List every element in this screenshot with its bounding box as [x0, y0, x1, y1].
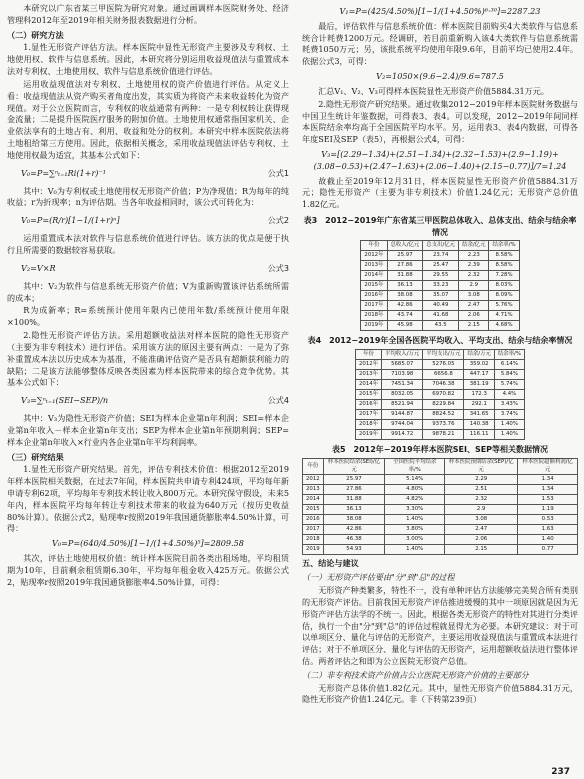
section-heading-method: （二）研究方法	[7, 29, 64, 40]
table-cell: 46.38	[323, 535, 385, 545]
table-header-cell: 年份	[303, 458, 324, 475]
paragraph-replacement-method: 运用重置成本法对软件与信息系统价值进行评估。该方法的优点是便于执行且所需要的数据较容易获取。	[7, 233, 289, 255]
table-cell: 36.13	[387, 281, 423, 291]
table-cell: 40.49	[423, 301, 459, 311]
table-header-cell: 总支出/亿元	[423, 241, 459, 251]
table-cell: 5.14%	[385, 475, 445, 485]
formula-1-tag: 公式1	[267, 167, 289, 178]
table-cell: 3.08	[459, 291, 489, 301]
table-cell: 8.03%	[489, 281, 519, 291]
formula-4: V₃=∑ⁿₜ₌₁(SEI−SEP)/n	[21, 395, 109, 406]
table-cell: 1.53	[518, 495, 578, 505]
formula-2-row	[7, 212, 289, 230]
formula-3: V₂=V×R	[21, 262, 56, 273]
table-row	[356, 430, 525, 440]
table-cell: 27.86	[323, 485, 385, 495]
table-cell: 2.06	[459, 311, 489, 321]
table-4-caption: 表4 2012−2019年全国各医院平均收入、平均支出、结余与结余率情况	[307, 336, 573, 346]
table-cell: 8229.84	[423, 400, 464, 410]
table-cell: 4.82%	[385, 495, 445, 505]
table-row	[356, 400, 525, 410]
table-cell: 7046.38	[423, 380, 464, 390]
table-cell: 381.19	[464, 380, 494, 390]
table-row	[303, 545, 578, 555]
table-row	[361, 321, 519, 331]
table-cell: 43.5	[423, 321, 459, 331]
table-cell: 1.40%	[494, 420, 524, 430]
table-header-cell: 平均收入/万元	[382, 350, 423, 360]
table-row	[361, 271, 519, 281]
table-row	[361, 281, 519, 291]
table-cell: 5.84%	[494, 370, 524, 380]
table-cell: 4.68%	[489, 321, 519, 331]
table-cell: 2019	[303, 545, 324, 555]
table-cell: 2.32	[459, 271, 489, 281]
table-cell: 29.55	[423, 271, 459, 281]
table-cell: 2.51	[445, 485, 518, 495]
table-cell: 2.9	[459, 281, 489, 291]
table-header-cell: 样本医院超额利润/亿元	[518, 458, 578, 475]
table-cell: 2018年	[356, 420, 382, 430]
table-cell: 2.23	[459, 251, 489, 261]
table-cell: 4.71%	[489, 311, 519, 321]
formula-2: V₀=P=(R/r)[1−1/(1+r)ⁿ]	[21, 215, 120, 226]
table-cell: 2016	[303, 515, 324, 525]
table-row	[356, 370, 525, 380]
table-cell: 2016年	[356, 400, 382, 410]
formula-3-tag: 公式3	[267, 262, 289, 273]
table-row	[356, 420, 525, 430]
table-cell: 2013	[303, 485, 324, 495]
table-cell: 292.1	[464, 400, 494, 410]
table-header-cell: 年份	[361, 241, 387, 251]
table-row	[303, 525, 578, 535]
formula-implicit-value: V₃=[(2.29−1.34)+(2.51−1.34)+(2.32−1.53)+(2.9−1.19)+(3.08−0.53)+(2.47−1.63)+(2.06−1.40)+(2.15−0.77)]/7=1.24	[313, 148, 567, 171]
table-header-cell: 结余率/%	[489, 241, 519, 251]
table-cell: 1.40%	[385, 545, 445, 555]
paragraph-implicit-results: 2.隐性无形资产研究结果。通过收集2012−2019年样本医院财务数据与中国卫生统计年鉴数据，可得表3、表4。可以发现，2012−2019年间同样本医院结余率均高于全国医院平均水平。另，运用表3、表4内数据，可得各年度SEI及SEP（表5），再根据公式4，可得：	[302, 98, 578, 145]
table-cell: 2017	[303, 525, 324, 535]
table-row	[303, 475, 578, 485]
table-row	[356, 380, 525, 390]
table-cell: 2015	[303, 505, 324, 515]
table-cell: 1.34	[518, 485, 578, 495]
paragraph-income-method: 运用收益现值法对专利权、土地使用权的资产价值进行评估。从定义上看：收益现值法从资产购买者角度出发，其实质为将资产未来收益转化为资产现值。对于公立医院而言，专利权的收益通常有两种：一是专利权转让获得现金流量；二是提升医院医疗服务的附加价值。土地使用权通常指国家机关、企业依法享有的土地占有、利用、收益和处分的权利。本研究中样本医院依法将土地租给第三方使用。因此，依据相关概念，采用收益现值法评估专利权、土地使用权最为适宜，其基本公式如下：	[7, 78, 289, 160]
right-column	[302, 3, 578, 707]
formula-land-value: V₁=P=(425/4.50%)[1−1/(1+4.50%)⁶·³⁰]=2287.23	[339, 6, 541, 16]
table-cell: 5.76%	[489, 301, 519, 311]
table-cell: 2.15	[445, 545, 518, 555]
table-cell: 6656.8	[423, 370, 464, 380]
page-number: 237	[551, 766, 570, 777]
table-header-cell: 总收入/亿元	[387, 241, 423, 251]
left-column	[7, 3, 289, 590]
table-cell: 1.34	[518, 475, 578, 485]
table-5-caption: 表5 2012年−2019年样本医院SEI、SEP等相关数据情况	[331, 445, 549, 455]
table-cell: 2.06	[445, 535, 518, 545]
table-cell: 8.09%	[489, 291, 519, 301]
table-cell: 41.68	[423, 311, 459, 321]
table-cell: 25.47	[423, 261, 459, 271]
table-header-row	[361, 241, 519, 251]
table-cell: 8824.52	[423, 410, 464, 420]
table-row	[356, 360, 525, 370]
table-4	[355, 349, 525, 440]
table-cell: 8032.05	[382, 390, 423, 400]
table-cell: 7451.34	[382, 380, 423, 390]
table-cell: 45.98	[387, 321, 423, 331]
table-cell: 9878.21	[423, 430, 464, 440]
table-cell: 9144.87	[382, 410, 423, 420]
table-cell: 2014年	[356, 380, 382, 390]
table-cell: 2.39	[459, 261, 489, 271]
table-cell: 2018年	[361, 311, 387, 321]
table-cell: 38.08	[323, 515, 385, 525]
table-cell: 3.30%	[385, 505, 445, 515]
paragraph-land-results: 其次，评估土地使用权价值：统计样本医院目前各类出租场地，平均租赁期为10年，目前剩余租赁期6.30年，平均每年租金收入425万元。依据公式2，贴现率r按照2019年我国通货膨胀率4.50%计算，可得：	[7, 553, 289, 587]
table-cell: 0.77	[518, 545, 578, 555]
table-cell: 1.40%	[385, 515, 445, 525]
table-cell: 25.97	[323, 475, 385, 485]
table-cell: 5.74%	[494, 380, 524, 390]
paragraph-formula-4-notes: 其中：V₃为隐性无形资产价值；SEI为样本企业第n年利润；SEI=样本企业第n年收入－样本企业第n年支出；SEP为样本企业第n年预期利润；SEP=样本企业第n年收入×行业内各企业第n年平均利润率。	[7, 413, 289, 447]
table-cell: 2016年	[361, 291, 387, 301]
table-cell: 23.74	[423, 251, 459, 261]
table-cell: 42.86	[323, 525, 385, 535]
paragraph-formula-1-notes: 其中：V₀为专利权或土地使用权无形资产价值；P为净现值；R为每年的纯收益；r为折现率；n为评估期。当各年收益相同时，该公式可转化为：	[7, 185, 289, 208]
table-row	[303, 505, 578, 515]
table-cell: 7.28%	[489, 271, 519, 281]
table-cell: 5685.07	[382, 360, 423, 370]
paragraph-conclusion-1: 无形资产种类繁多，特性不一，没有单种评估方法能够完美契合所有类别的无形资产评估。目前我国无形资产评估推进缓慢的其中一项原因就是因为无形资产评估方法学的不统一。因此，根据各类无形资产的特性对其进行分类评估，执行一个由"分"到"总"的评估过程就显得尤为必要。本研究建议：对于可以单项区分、量化与评估的无形资产，主要运用收益现值法与重置成本法进行评估；对于不单项区分、量化与评估的无形资产，运用超额收益法进行整体评估。两者评估之和即为公立医院无形资产总值。	[302, 585, 578, 666]
subheading-conclusion-1: （一）无形资产评估要由"分"到"总"的过程	[302, 572, 455, 583]
table-cell: 1.63	[518, 525, 578, 535]
table-cell: 35.07	[423, 291, 459, 301]
paragraph-total-value: 故截止至2019年12月31日，样本医院显性无形资产价值5884.31万元；隐性无形资产（主要为非专利技术）价值1.24亿元；无形资产总价值1.82亿元。	[302, 175, 578, 210]
table-header-cell: 结余/万元	[464, 350, 494, 360]
section-heading-results: （三）研究结果	[7, 451, 64, 462]
table-cell: 2013年	[361, 261, 387, 271]
subheading-conclusion-2: （二）非专利技术资产价值占公立医院无形资产价值的主要部分	[302, 669, 529, 680]
table-row	[303, 485, 578, 495]
table-cell: 2013年	[356, 370, 382, 380]
table-cell: 3.43%	[494, 400, 524, 410]
table-cell: 1.40	[518, 535, 578, 545]
table-cell: 4.80%	[385, 485, 445, 495]
table-header-cell: 样本医院结余(SEI)/亿元	[323, 458, 385, 475]
table-cell: 1.40%	[494, 430, 524, 440]
table-row	[361, 311, 519, 321]
table-cell: 3.08	[445, 515, 518, 525]
table-cell: 43.74	[387, 311, 423, 321]
table-cell: 8.58%	[489, 261, 519, 271]
table-cell: 2019年	[361, 321, 387, 331]
formula-1-row	[7, 165, 289, 183]
table-cell: 2012年	[356, 360, 382, 370]
table-header-cell: 结余/亿元	[459, 241, 489, 251]
table-row	[361, 301, 519, 311]
intro-paragraph: 本研究以广东省某三甲医院为研究对象。通过画调样本医院财务处、经济管理科2012年至2019年相关财务报表数据进行分析。	[7, 3, 289, 25]
formula-1: V₀=P=∑ⁿₜ₌₁Ri(1+r)⁻¹	[21, 167, 106, 178]
table-cell: 1.19	[518, 505, 578, 515]
table-cell: 9373.76	[423, 420, 464, 430]
table-cell: 6970.82	[423, 390, 464, 400]
table-cell: 2.47	[459, 301, 489, 311]
table-cell: 5276.05	[423, 360, 464, 370]
paragraph-formula-3-notes: 其中：V₂为软件与信息系统无形资产价值；V为重新购置该评估系统所需的成本；	[7, 280, 289, 303]
table-cell: 3.74%	[494, 410, 524, 420]
table-cell: 140.38	[464, 420, 494, 430]
formula-3-row	[7, 260, 289, 278]
table-cell: 2.15	[459, 321, 489, 331]
table-cell: 36.13	[323, 505, 385, 515]
table-cell: 172.3	[464, 390, 494, 400]
table-cell: 27.86	[387, 261, 423, 271]
paragraph-patent-results: 1.显性无形资产研究结果。首先，评估专利技术价值：根据2012至2019年样本医院相关数据，在过去7年间，样本医院共申请专利424项，平均每年新申请专利62项，平均每年专利技术转让收入800万元。本研究保守假设，未来5年内，样本医院平均每年转让专利技术带来的收益为640万元（按历史收益80%计算）。依据公式2，贴现率r按照2019年我国通货膨胀率4.50%计算，可得：	[7, 464, 289, 534]
table-header-cell: 平均支出/万元	[423, 350, 464, 360]
table-cell: 2017年	[356, 410, 382, 420]
formula-4-tag: 公式4	[267, 395, 289, 406]
table-row	[361, 251, 519, 261]
table-row	[303, 495, 578, 505]
table-row	[356, 390, 525, 400]
paragraph-implicit-method: 2.隐性无形资产评估方法。采用超额收益法对样本医院的隐性无形资产（主要为非专利技术）进行评估。采用该方法的原因主要有两点：一是为了弥补重置成本法以历史成本为基准，不能准确评估资产是否具有超额获利能力的缺陷；二是该方法能够整体反映各类因素为样本医院带来的综合竞争优势。其基本公式如下：	[7, 330, 289, 388]
table-cell: 2015年	[356, 390, 382, 400]
table-header-row	[356, 350, 525, 360]
table-cell: 2017年	[361, 301, 387, 311]
table-cell: 31.88	[387, 271, 423, 281]
table-row	[361, 261, 519, 271]
table-header-row	[303, 458, 578, 475]
table-cell: 447.17	[464, 370, 494, 380]
table-cell: 3.00%	[385, 535, 445, 545]
table-cell: 341.65	[464, 410, 494, 420]
table-cell: 2012年	[361, 251, 387, 261]
table-cell: 3.80%	[385, 525, 445, 535]
table-cell: 2.29	[445, 475, 518, 485]
table-cell: 2014年	[361, 271, 387, 281]
table-cell: 2018	[303, 535, 324, 545]
table-cell: 2.32	[445, 495, 518, 505]
paragraph-conclusion-2: 无形资产总体价值1.82亿元。其中，显性无形资产价值5884.31万元，隐性无形资产价值1.24亿元。非（下转第239页）	[302, 682, 578, 705]
formula-2-tag: 公式2	[267, 215, 289, 226]
table-header-cell: 年份	[356, 350, 382, 360]
table-row	[303, 515, 578, 525]
table-row	[356, 410, 525, 420]
table-header-cell: 样本医院预期结余(SEP)/亿元	[445, 458, 518, 475]
table-cell: 8.58%	[489, 251, 519, 261]
table-cell: 38.08	[387, 291, 423, 301]
table-cell: 2012	[303, 475, 324, 485]
table-cell: 2014	[303, 495, 324, 505]
table-row	[361, 291, 519, 301]
paragraph-explicit-method: 1.显性无形资产评估方法。样本医院中显性无形资产主要涉及专利权、土地使用权、软件与信息系统。因此，本研究将分别运用收益现值法与重置成本法对专利权、土地使用权、软件与信息系统价值进行评估。	[7, 42, 289, 77]
table-3	[360, 240, 519, 331]
section-heading-conclusion: 五、结论与建议	[302, 558, 359, 569]
table-cell: 9744.04	[382, 420, 423, 430]
table-header-cell: 全国医院平均结余率/%	[385, 458, 445, 475]
table-cell: 2019年	[356, 430, 382, 440]
paragraph-explicit-total: 汇总V₁、V₂、V₃可得样本医院显性无形资产价值5884.31万元。	[318, 85, 549, 96]
table-cell: 54.93	[323, 545, 385, 555]
table-cell: 4.4%	[494, 390, 524, 400]
table-3-caption: 表3 2012−2019年广东省某三甲医院总体收入、总体支出、结余与结余率情况	[303, 216, 577, 237]
table-cell: 7103.98	[382, 370, 423, 380]
table-cell: 6.14%	[494, 360, 524, 370]
formula-4-row	[7, 392, 289, 410]
table-cell: 9914.72	[382, 430, 423, 440]
table-cell: 42.86	[387, 301, 423, 311]
table-cell: 2.47	[445, 525, 518, 535]
table-5	[302, 458, 578, 556]
formula-patent-value: V₀=P=(640/4.50%)[1−1/(1+4.50%)⁵]=2809.58	[52, 538, 244, 549]
paragraph-newness-rate: R为成新率；R=系统预计使用年限内已使用年数/系统预计使用年限×100%。	[7, 305, 289, 328]
table-row	[303, 535, 578, 545]
table-cell: 0.53	[518, 515, 578, 525]
table-cell: 31.88	[323, 495, 385, 505]
formula-software-value: V₂=1050×(9.6−2.4)/9.6=787.5	[376, 71, 504, 82]
table-cell: 8521.94	[382, 400, 423, 410]
table-cell: 2015年	[361, 281, 387, 291]
table-header-cell: 结余率/%	[494, 350, 524, 360]
table-cell: 25.97	[387, 251, 423, 261]
paragraph-software-results: 最后，评估软件与信息系统价值：样本医院目前购买4大类软件与信息系统合计耗费1200万元。经调研，若目前重新购入该4大类软件与信息系统需耗费1050万元；另，该批系统平均使用年限9.6年，目前平均已使用2.4年。依据公式3，可得：	[302, 20, 578, 67]
table-cell: 2.9	[445, 505, 518, 515]
table-cell: 116.11	[464, 430, 494, 440]
table-cell: 33.23	[423, 281, 459, 291]
table-cell: 359.02	[464, 360, 494, 370]
